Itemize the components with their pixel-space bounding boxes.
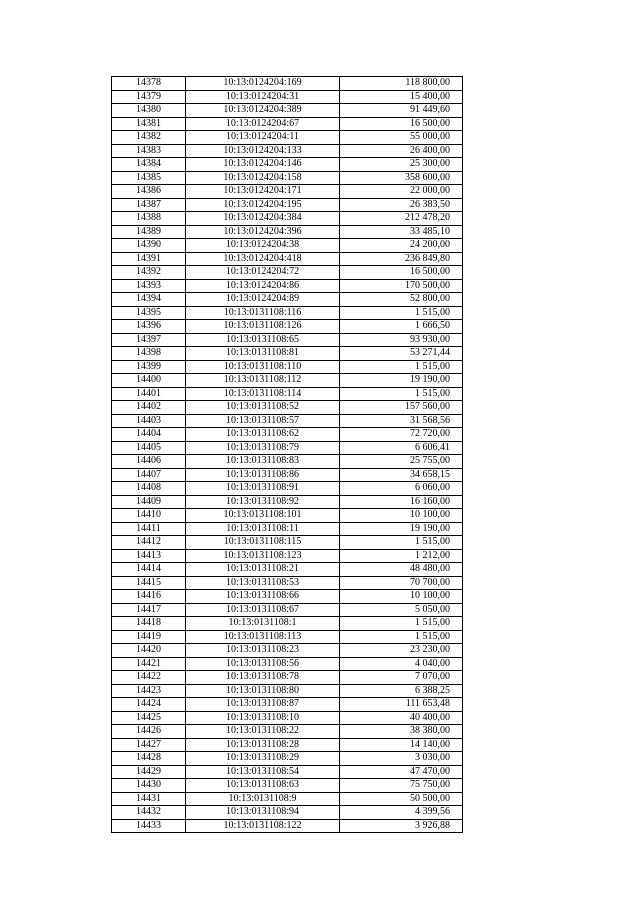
table-row: [112, 239, 463, 253]
row-number-cell: 14402: [112, 401, 186, 415]
cadastral-number-cell: 10:13:0124204:31: [186, 90, 340, 104]
value-cell: 70 700,00: [340, 576, 463, 590]
table-row: [112, 360, 463, 374]
row-number-cell: 14416: [112, 590, 186, 604]
row-number-cell: 14378: [112, 77, 186, 91]
table-row: [112, 630, 463, 644]
value-cell: 16 160,00: [340, 495, 463, 509]
value-cell: 53 271,44: [340, 347, 463, 361]
value-cell: 3 926,88: [340, 819, 463, 833]
row-number-cell: 14400: [112, 374, 186, 388]
table-row: [112, 306, 463, 320]
table-row: [112, 468, 463, 482]
cadastral-number-cell: 10:13:0124204:89: [186, 293, 340, 307]
cadastral-number-cell: 10:13:0131108:11: [186, 522, 340, 536]
value-cell: 47 470,00: [340, 765, 463, 779]
cadastral-number-cell: 10:13:0131108:52: [186, 401, 340, 415]
row-number-cell: 14412: [112, 536, 186, 550]
table-row: [112, 671, 463, 685]
cadastral-number-cell: 10:13:0131108:116: [186, 306, 340, 320]
row-number-cell: 14410: [112, 509, 186, 523]
row-number-cell: 14427: [112, 738, 186, 752]
table-row: [112, 738, 463, 752]
value-cell: 1 515,00: [340, 617, 463, 631]
cadastral-number-cell: 10:13:0131108:101: [186, 509, 340, 523]
value-cell: 93 930,00: [340, 333, 463, 347]
cadastral-number-cell: 10:13:0131108:87: [186, 698, 340, 712]
table-row: [112, 158, 463, 172]
value-cell: 111 653,48: [340, 698, 463, 712]
cadastral-number-cell: 10:13:0124204:86: [186, 279, 340, 293]
table-row: [112, 819, 463, 833]
cadastral-number-cell: 10:13:0124204:418: [186, 252, 340, 266]
value-cell: 23 230,00: [340, 644, 463, 658]
table-row: [112, 657, 463, 671]
cadastral-number-cell: 10:13:0131108:94: [186, 806, 340, 820]
cadastral-number-cell: 10:13:0124204:396: [186, 225, 340, 239]
cadastral-number-cell: 10:13:0131108:83: [186, 455, 340, 469]
cadastral-number-cell: 10:13:0131108:114: [186, 387, 340, 401]
value-cell: 1 515,00: [340, 306, 463, 320]
cadastral-number-cell: 10:13:0131108:56: [186, 657, 340, 671]
row-number-cell: 14407: [112, 468, 186, 482]
cadastral-number-cell: 10:13:0124204:67: [186, 117, 340, 131]
row-number-cell: 14394: [112, 293, 186, 307]
value-cell: 212 478,20: [340, 212, 463, 226]
row-number-cell: 14397: [112, 333, 186, 347]
cadastral-number-cell: 10:13:0124204:195: [186, 198, 340, 212]
cadastral-number-cell: 10:13:0131108:86: [186, 468, 340, 482]
cadastral-number-cell: 10:13:0131108:91: [186, 482, 340, 496]
cadastral-number-cell: 10:13:0124204:11: [186, 131, 340, 145]
cadastral-number-cell: 10:13:0131108:65: [186, 333, 340, 347]
row-number-cell: 14388: [112, 212, 186, 226]
table-row: [112, 333, 463, 347]
value-cell: 38 380,00: [340, 725, 463, 739]
table-row: [112, 104, 463, 118]
table-row: [112, 644, 463, 658]
row-number-cell: 14428: [112, 752, 186, 766]
row-number-cell: 14415: [112, 576, 186, 590]
cadastral-number-cell: 10:13:0124204:38: [186, 239, 340, 253]
value-cell: 7 070,00: [340, 671, 463, 685]
value-cell: 33 485,10: [340, 225, 463, 239]
value-cell: 75 750,00: [340, 779, 463, 793]
cadastral-number-cell: 10:13:0131108:80: [186, 684, 340, 698]
cadastral-number-cell: 10:13:0131108:66: [186, 590, 340, 604]
value-cell: 25 755,00: [340, 455, 463, 469]
row-number-cell: 14392: [112, 266, 186, 280]
value-cell: 22 000,00: [340, 185, 463, 199]
row-number-cell: 14425: [112, 711, 186, 725]
row-number-cell: 14432: [112, 806, 186, 820]
cadastral-number-cell: 10:13:0124204:158: [186, 171, 340, 185]
cadastral-number-cell: 10:13:0131108:62: [186, 428, 340, 442]
row-number-cell: 14398: [112, 347, 186, 361]
table-row: [112, 698, 463, 712]
cadastral-number-cell: 10:13:0131108:1: [186, 617, 340, 631]
value-cell: 31 568,56: [340, 414, 463, 428]
row-number-cell: 14390: [112, 239, 186, 253]
row-number-cell: 14379: [112, 90, 186, 104]
value-cell: 50 500,00: [340, 792, 463, 806]
value-cell: 1 515,00: [340, 536, 463, 550]
table-row: [112, 455, 463, 469]
row-number-cell: 14401: [112, 387, 186, 401]
table-row: [112, 752, 463, 766]
table-body: [112, 77, 463, 833]
value-cell: 15 400,00: [340, 90, 463, 104]
row-number-cell: 14433: [112, 819, 186, 833]
row-number-cell: 14396: [112, 320, 186, 334]
row-number-cell: 14393: [112, 279, 186, 293]
table-row: [112, 765, 463, 779]
value-cell: 19 190,00: [340, 374, 463, 388]
table-row: [112, 414, 463, 428]
row-number-cell: 14411: [112, 522, 186, 536]
value-cell: 25 300,00: [340, 158, 463, 172]
value-cell: 10 100,00: [340, 509, 463, 523]
value-cell: 14 140,00: [340, 738, 463, 752]
table-row: [112, 293, 463, 307]
cadastral-number-cell: 10:13:0131108:113: [186, 630, 340, 644]
row-number-cell: 14419: [112, 630, 186, 644]
table-row: [112, 347, 463, 361]
value-cell: 157 560,00: [340, 401, 463, 415]
value-cell: 1 515,00: [340, 360, 463, 374]
cadastral-number-cell: 10:13:0131108:10: [186, 711, 340, 725]
cadastral-number-cell: 10:13:0131108:110: [186, 360, 340, 374]
cadastral-number-cell: 10:13:0131108:92: [186, 495, 340, 509]
value-cell: 16 500,00: [340, 266, 463, 280]
row-number-cell: 14424: [112, 698, 186, 712]
row-number-cell: 14414: [112, 563, 186, 577]
cadastral-value-table: [111, 76, 463, 833]
table-row: [112, 806, 463, 820]
cadastral-number-cell: 10:13:0131108:22: [186, 725, 340, 739]
table-row: [112, 725, 463, 739]
row-number-cell: 14429: [112, 765, 186, 779]
value-cell: 24 200,00: [340, 239, 463, 253]
table-row: [112, 536, 463, 550]
row-number-cell: 14391: [112, 252, 186, 266]
value-cell: 4 040,00: [340, 657, 463, 671]
table-row: [112, 198, 463, 212]
row-number-cell: 14383: [112, 144, 186, 158]
cadastral-number-cell: 10:13:0124204:72: [186, 266, 340, 280]
value-cell: 1 515,00: [340, 387, 463, 401]
cadastral-number-cell: 10:13:0131108:123: [186, 549, 340, 563]
cadastral-number-cell: 10:13:0131108:28: [186, 738, 340, 752]
table-row: [112, 252, 463, 266]
row-number-cell: 14382: [112, 131, 186, 145]
row-number-cell: 14381: [112, 117, 186, 131]
cadastral-number-cell: 10:13:0124204:389: [186, 104, 340, 118]
table-row: [112, 185, 463, 199]
table-row: [112, 792, 463, 806]
value-cell: 26 400,00: [340, 144, 463, 158]
value-cell: 91 449,60: [340, 104, 463, 118]
cadastral-number-cell: 10:13:0131108:122: [186, 819, 340, 833]
table-row: [112, 144, 463, 158]
value-cell: 4 399,56: [340, 806, 463, 820]
value-cell: 55 000,00: [340, 131, 463, 145]
row-number-cell: 14408: [112, 482, 186, 496]
value-cell: 1 212,00: [340, 549, 463, 563]
value-cell: 5 050,00: [340, 603, 463, 617]
table-row: [112, 279, 463, 293]
cadastral-number-cell: 10:13:0124204:133: [186, 144, 340, 158]
value-cell: 72 720,00: [340, 428, 463, 442]
value-cell: 1 515,00: [340, 630, 463, 644]
row-number-cell: 14389: [112, 225, 186, 239]
row-number-cell: 14403: [112, 414, 186, 428]
cadastral-number-cell: 10:13:0131108:126: [186, 320, 340, 334]
table-row: [112, 131, 463, 145]
table-row: [112, 711, 463, 725]
row-number-cell: 14417: [112, 603, 186, 617]
cadastral-number-cell: 10:13:0131108:115: [186, 536, 340, 550]
table-row: [112, 495, 463, 509]
table-row: [112, 266, 463, 280]
table-row: [112, 684, 463, 698]
value-cell: 3 030,00: [340, 752, 463, 766]
cadastral-number-cell: 10:13:0131108:53: [186, 576, 340, 590]
value-cell: 118 800,00: [340, 77, 463, 91]
row-number-cell: 14413: [112, 549, 186, 563]
cadastral-number-cell: 10:13:0124204:171: [186, 185, 340, 199]
table-row: [112, 117, 463, 131]
value-cell: 26 383,50: [340, 198, 463, 212]
row-number-cell: 14405: [112, 441, 186, 455]
row-number-cell: 14409: [112, 495, 186, 509]
row-number-cell: 14431: [112, 792, 186, 806]
table-row: [112, 77, 463, 91]
row-number-cell: 14399: [112, 360, 186, 374]
row-number-cell: 14422: [112, 671, 186, 685]
table-row: [112, 225, 463, 239]
cadastral-number-cell: 10:13:0131108:21: [186, 563, 340, 577]
table-row: [112, 401, 463, 415]
row-number-cell: 14423: [112, 684, 186, 698]
table-row: [112, 171, 463, 185]
row-number-cell: 14406: [112, 455, 186, 469]
cadastral-number-cell: 10:13:0131108:29: [186, 752, 340, 766]
row-number-cell: 14380: [112, 104, 186, 118]
row-number-cell: 14418: [112, 617, 186, 631]
cadastral-number-cell: 10:13:0131108:23: [186, 644, 340, 658]
row-number-cell: 14384: [112, 158, 186, 172]
cadastral-number-cell: 10:13:0131108:112: [186, 374, 340, 388]
table-row: [112, 549, 463, 563]
cadastral-number-cell: 10:13:0124204:384: [186, 212, 340, 226]
row-number-cell: 14386: [112, 185, 186, 199]
cadastral-number-cell: 10:13:0131108:81: [186, 347, 340, 361]
value-cell: 6 388,25: [340, 684, 463, 698]
value-cell: 52 800,00: [340, 293, 463, 307]
cadastral-number-cell: 10:13:0124204:146: [186, 158, 340, 172]
row-number-cell: 14420: [112, 644, 186, 658]
cadastral-number-cell: 10:13:0131108:54: [186, 765, 340, 779]
table-row: [112, 590, 463, 604]
table-row: [112, 779, 463, 793]
value-cell: 170 500,00: [340, 279, 463, 293]
cadastral-number-cell: 10:13:0124204:169: [186, 77, 340, 91]
row-number-cell: 14404: [112, 428, 186, 442]
table-row: [112, 509, 463, 523]
value-cell: 10 100,00: [340, 590, 463, 604]
row-number-cell: 14395: [112, 306, 186, 320]
row-number-cell: 14385: [112, 171, 186, 185]
table-row: [112, 482, 463, 496]
table-row: [112, 603, 463, 617]
value-cell: 34 658,15: [340, 468, 463, 482]
value-cell: 6 606,41: [340, 441, 463, 455]
value-cell: 236 849,80: [340, 252, 463, 266]
table-row: [112, 212, 463, 226]
cadastral-number-cell: 10:13:0131108:79: [186, 441, 340, 455]
cadastral-number-cell: 10:13:0131108:63: [186, 779, 340, 793]
table-row: [112, 441, 463, 455]
table-row: [112, 563, 463, 577]
table-row: [112, 428, 463, 442]
cadastral-number-cell: 10:13:0131108:67: [186, 603, 340, 617]
value-cell: 1 666,50: [340, 320, 463, 334]
value-cell: 19 190,00: [340, 522, 463, 536]
value-cell: 16 500,00: [340, 117, 463, 131]
table-row: [112, 320, 463, 334]
cadastral-number-cell: 10:13:0131108:57: [186, 414, 340, 428]
row-number-cell: 14387: [112, 198, 186, 212]
table-row: [112, 576, 463, 590]
value-cell: 358 600,00: [340, 171, 463, 185]
table-row: [112, 387, 463, 401]
row-number-cell: 14430: [112, 779, 186, 793]
value-cell: 48 480,00: [340, 563, 463, 577]
table-row: [112, 522, 463, 536]
table-row: [112, 374, 463, 388]
cadastral-number-cell: 10:13:0131108:78: [186, 671, 340, 685]
cadastral-number-cell: 10:13:0131108:9: [186, 792, 340, 806]
table-row: [112, 90, 463, 104]
row-number-cell: 14426: [112, 725, 186, 739]
value-cell: 40 400,00: [340, 711, 463, 725]
row-number-cell: 14421: [112, 657, 186, 671]
value-cell: 6 060,00: [340, 482, 463, 496]
table-row: [112, 617, 463, 631]
